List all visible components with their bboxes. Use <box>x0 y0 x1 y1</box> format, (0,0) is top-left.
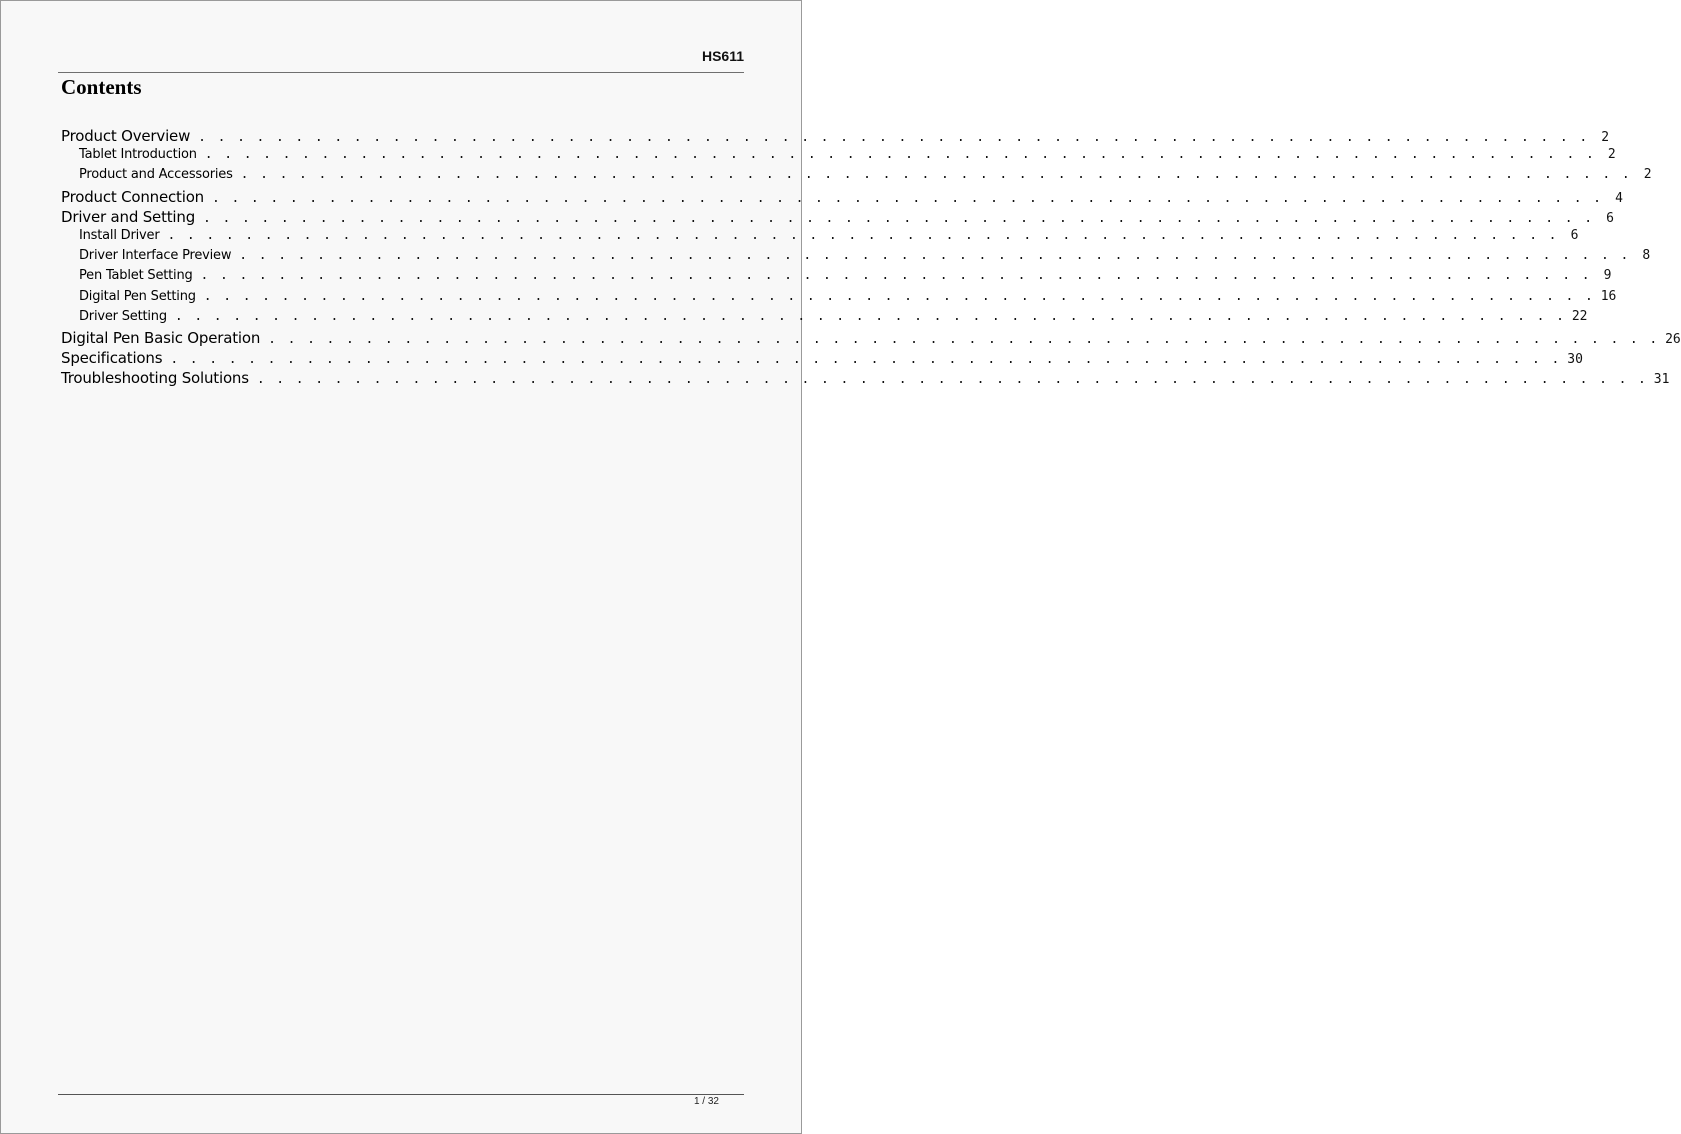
toc-entry-label: Driver Setting <box>79 308 167 324</box>
toc-entry-page: 2 <box>1607 147 1616 163</box>
toc-entry-page: 9 <box>1603 268 1612 284</box>
toc-leader-dots: . . . . . . . . . . . . . . . . . . . . . . . . . . . . . . . . . . . . . . . . . . . . . . . . . . . . . . . . . . . . . . . . . . . . . . . . <box>212 190 1603 206</box>
toc-entry-product-and-accessories[interactable] <box>61 167 1652 187</box>
toc-leader-dots: . . . . . . . . . . . . . . . . . . . . . . . . . . . . . . . . . . . . . . . . . . . . . . . . . . . . . . . . . . . . . . . . . . . . . . . . <box>203 288 1595 304</box>
toc-leader-dots: . . . . . . . . . . . . . . . . . . . . . . . . . . . . . . . . . . . . . . . . . . . . . . . . . . . . . . . . . . . . . . . . . . . . . . . . <box>268 331 1660 347</box>
toc-entry-label: Product Overview <box>61 127 191 145</box>
toc-leader-dots: . . . . . . . . . . . . . . . . . . . . . . . . . . . . . . . . . . . . . . . . . . . . . . . . . . . . . . . . . . . . . . . . . . . . . . . . <box>170 352 1562 368</box>
toc-entry-driver-interface-preview[interactable] <box>61 248 1651 268</box>
table-of-contents <box>61 127 1681 389</box>
toc-entry-pen-tablet-setting[interactable] <box>61 268 1612 288</box>
toc-entry-page: 8 <box>1642 248 1651 264</box>
toc-leader-dots: . . . . . . . . . . . . . . . . . . . . . . . . . . . . . . . . . . . . . . . . . . . . . . . . . . . . . . . . . . . . . . . . . . . . . . . . <box>200 268 1592 284</box>
toc-entry-product-overview[interactable] <box>61 127 1610 147</box>
toc-entry-install-driver[interactable] <box>61 227 1579 248</box>
toc-leader-dots: . . . . . . . . . . . . . . . . . . . . . . . . . . . . . . . . . . . . . . . . . . . . . . . . . . . . . . . . . . . . . . . . . . . . . . . . <box>239 248 1631 264</box>
toc-leader-dots: . . . . . . . . . . . . . . . . . . . . . . . . . . . . . . . . . . . . . . . . . . . . . . . . . . . . . . . . . . . . . . . . . . . . . . . . <box>204 147 1596 163</box>
model-code: HS611 <box>701 48 744 64</box>
toc-entry-page: 22 <box>1571 308 1588 324</box>
toc-entry-page: 2 <box>1643 167 1652 183</box>
toc-entry-specifications[interactable] <box>61 349 1583 369</box>
toc-entry-digital-pen-setting[interactable] <box>61 288 1617 309</box>
toc-entry-page: 4 <box>1615 190 1623 206</box>
toc-entry-page: 31 <box>1653 372 1670 388</box>
toc-entry-troubleshooting-solutions[interactable] <box>61 369 1670 389</box>
toc-entry-driver-setting[interactable] <box>61 308 1588 329</box>
toc-entry-page: 6 <box>1606 210 1614 226</box>
toc-entry-label: Product and Accessories <box>79 167 233 183</box>
toc-entry-page: 6 <box>1570 227 1579 243</box>
toc-entry-label: Troubleshooting Solutions <box>61 369 249 388</box>
toc-entry-driver-and-setting[interactable] <box>61 207 1614 228</box>
toc-entry-product-connection[interactable] <box>61 187 1623 208</box>
toc-entry-label: Driver Interface Preview <box>79 248 232 264</box>
toc-entry-label: Driver and Setting <box>61 207 196 226</box>
toc-leader-dots: . . . . . . . . . . . . . . . . . . . . . . . . . . . . . . . . . . . . . . . . . . . . . . . . . . . . . . . . . . . . . . . . . . . . . . . . <box>240 167 1632 183</box>
toc-entry-page: 26 <box>1665 331 1681 347</box>
toc-entry-page: 2 <box>1601 130 1610 145</box>
toc-entry-tablet-introduction[interactable] <box>61 147 1616 167</box>
header-divider <box>58 72 744 73</box>
toc-leader-dots: . . . . . . . . . . . . . . . . . . . . . . . . . . . . . . . . . . . . . . . . . . . . . . . . . . . . . . . . . . . . . . . . . . . . . . . . <box>174 308 1566 324</box>
toc-entry-label: Product Connection <box>61 187 204 206</box>
toc-entry-page: 30 <box>1567 352 1583 368</box>
toc-entry-digital-pen-basic-operation[interactable] <box>61 328 1681 349</box>
toc-entry-label: Digital Pen Setting <box>79 288 196 304</box>
footer-divider <box>58 1094 744 1095</box>
toc-entry-page: 16 <box>1600 288 1617 304</box>
page-indicator: 1 / 32 <box>693 1096 719 1107</box>
toc-entry-label: Digital Pen Basic Operation <box>61 328 261 347</box>
toc-leader-dots: . . . . . . . . . . . . . . . . . . . . . . . . . . . . . . . . . . . . . . . . . . . . . . . . . . . . . . . . . . . . . . . . . . . . . . . . <box>167 227 1559 243</box>
toc-leader-dots: . . . . . . . . . . . . . . . . . . . . . . . . . . . . . . . . . . . . . . . . . . . . . . . . . . . . . . . . . . . . . . . . . . . . . . . . <box>203 210 1594 226</box>
toc-entry-label: Tablet Introduction <box>79 147 197 163</box>
toc-entry-label: Specifications <box>61 349 163 368</box>
page-title: Contents <box>61 75 142 99</box>
toc-entry-label: Install Driver <box>79 227 160 243</box>
toc-leader-dots: . . . . . . . . . . . . . . . . . . . . . . . . . . . . . . . . . . . . . . . . . . . . . . . . . . . . . . . . . . . . . . . . . . . . . . . . <box>256 372 1648 388</box>
toc-entry-label: Pen Tablet Setting <box>79 268 193 284</box>
toc-leader-dots: . . . . . . . . . . . . . . . . . . . . . . . . . . . . . . . . . . . . . . . . . . . . . . . . . . . . . . . . . . . . . . . . . . . . . . . . <box>198 130 1590 145</box>
